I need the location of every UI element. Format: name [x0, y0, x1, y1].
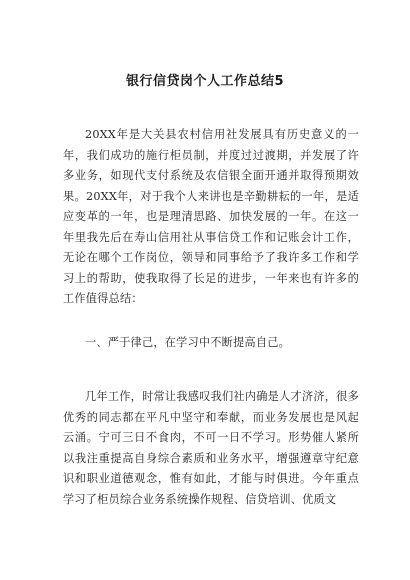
paragraph-section-1: 几年工作，时常让我感叹我们社内确是人才济济，很多优秀的同志都在平凡中坚守和奉献，而业务发展也是风起云涌。宁可三日不食肉，不可一日不学习。形势催人紧所以我注重提高自身综合素质和业务水平，增强遵章守纪意识和职业道德观念，惟有如此，才能与时俱进。今年重点学习了柜员综合业务系统操作规程、信贷培训、优质文	[63, 390, 359, 506]
paragraph-intro: 20XX年是大关县农村信用社发展具有历史意义的一年，我们成功的施行柜员制，并度过过渡期，并发展了许多业务，如现代支付系统及农信银全面开通并取得预期效果。20XX年，对于我个人来讲也是辛勤耕耘的一年，是适应变革的一年，也是理清思路、加快发展的一年。在这一年里我先后在寿山信用社从事信贷工作和记账会计工作，无论在哪个工作岗位，领导和同事给予了我许多工作和学习上的帮助，使我取得了长足的进步，一年来也有许多的工作值得总结：	[63, 128, 359, 305]
document-title: 银行信贷岗个人工作总结5	[125, 74, 285, 89]
section-heading-1: 一、严于律己，在学习中不断提高自己。	[85, 336, 290, 349]
